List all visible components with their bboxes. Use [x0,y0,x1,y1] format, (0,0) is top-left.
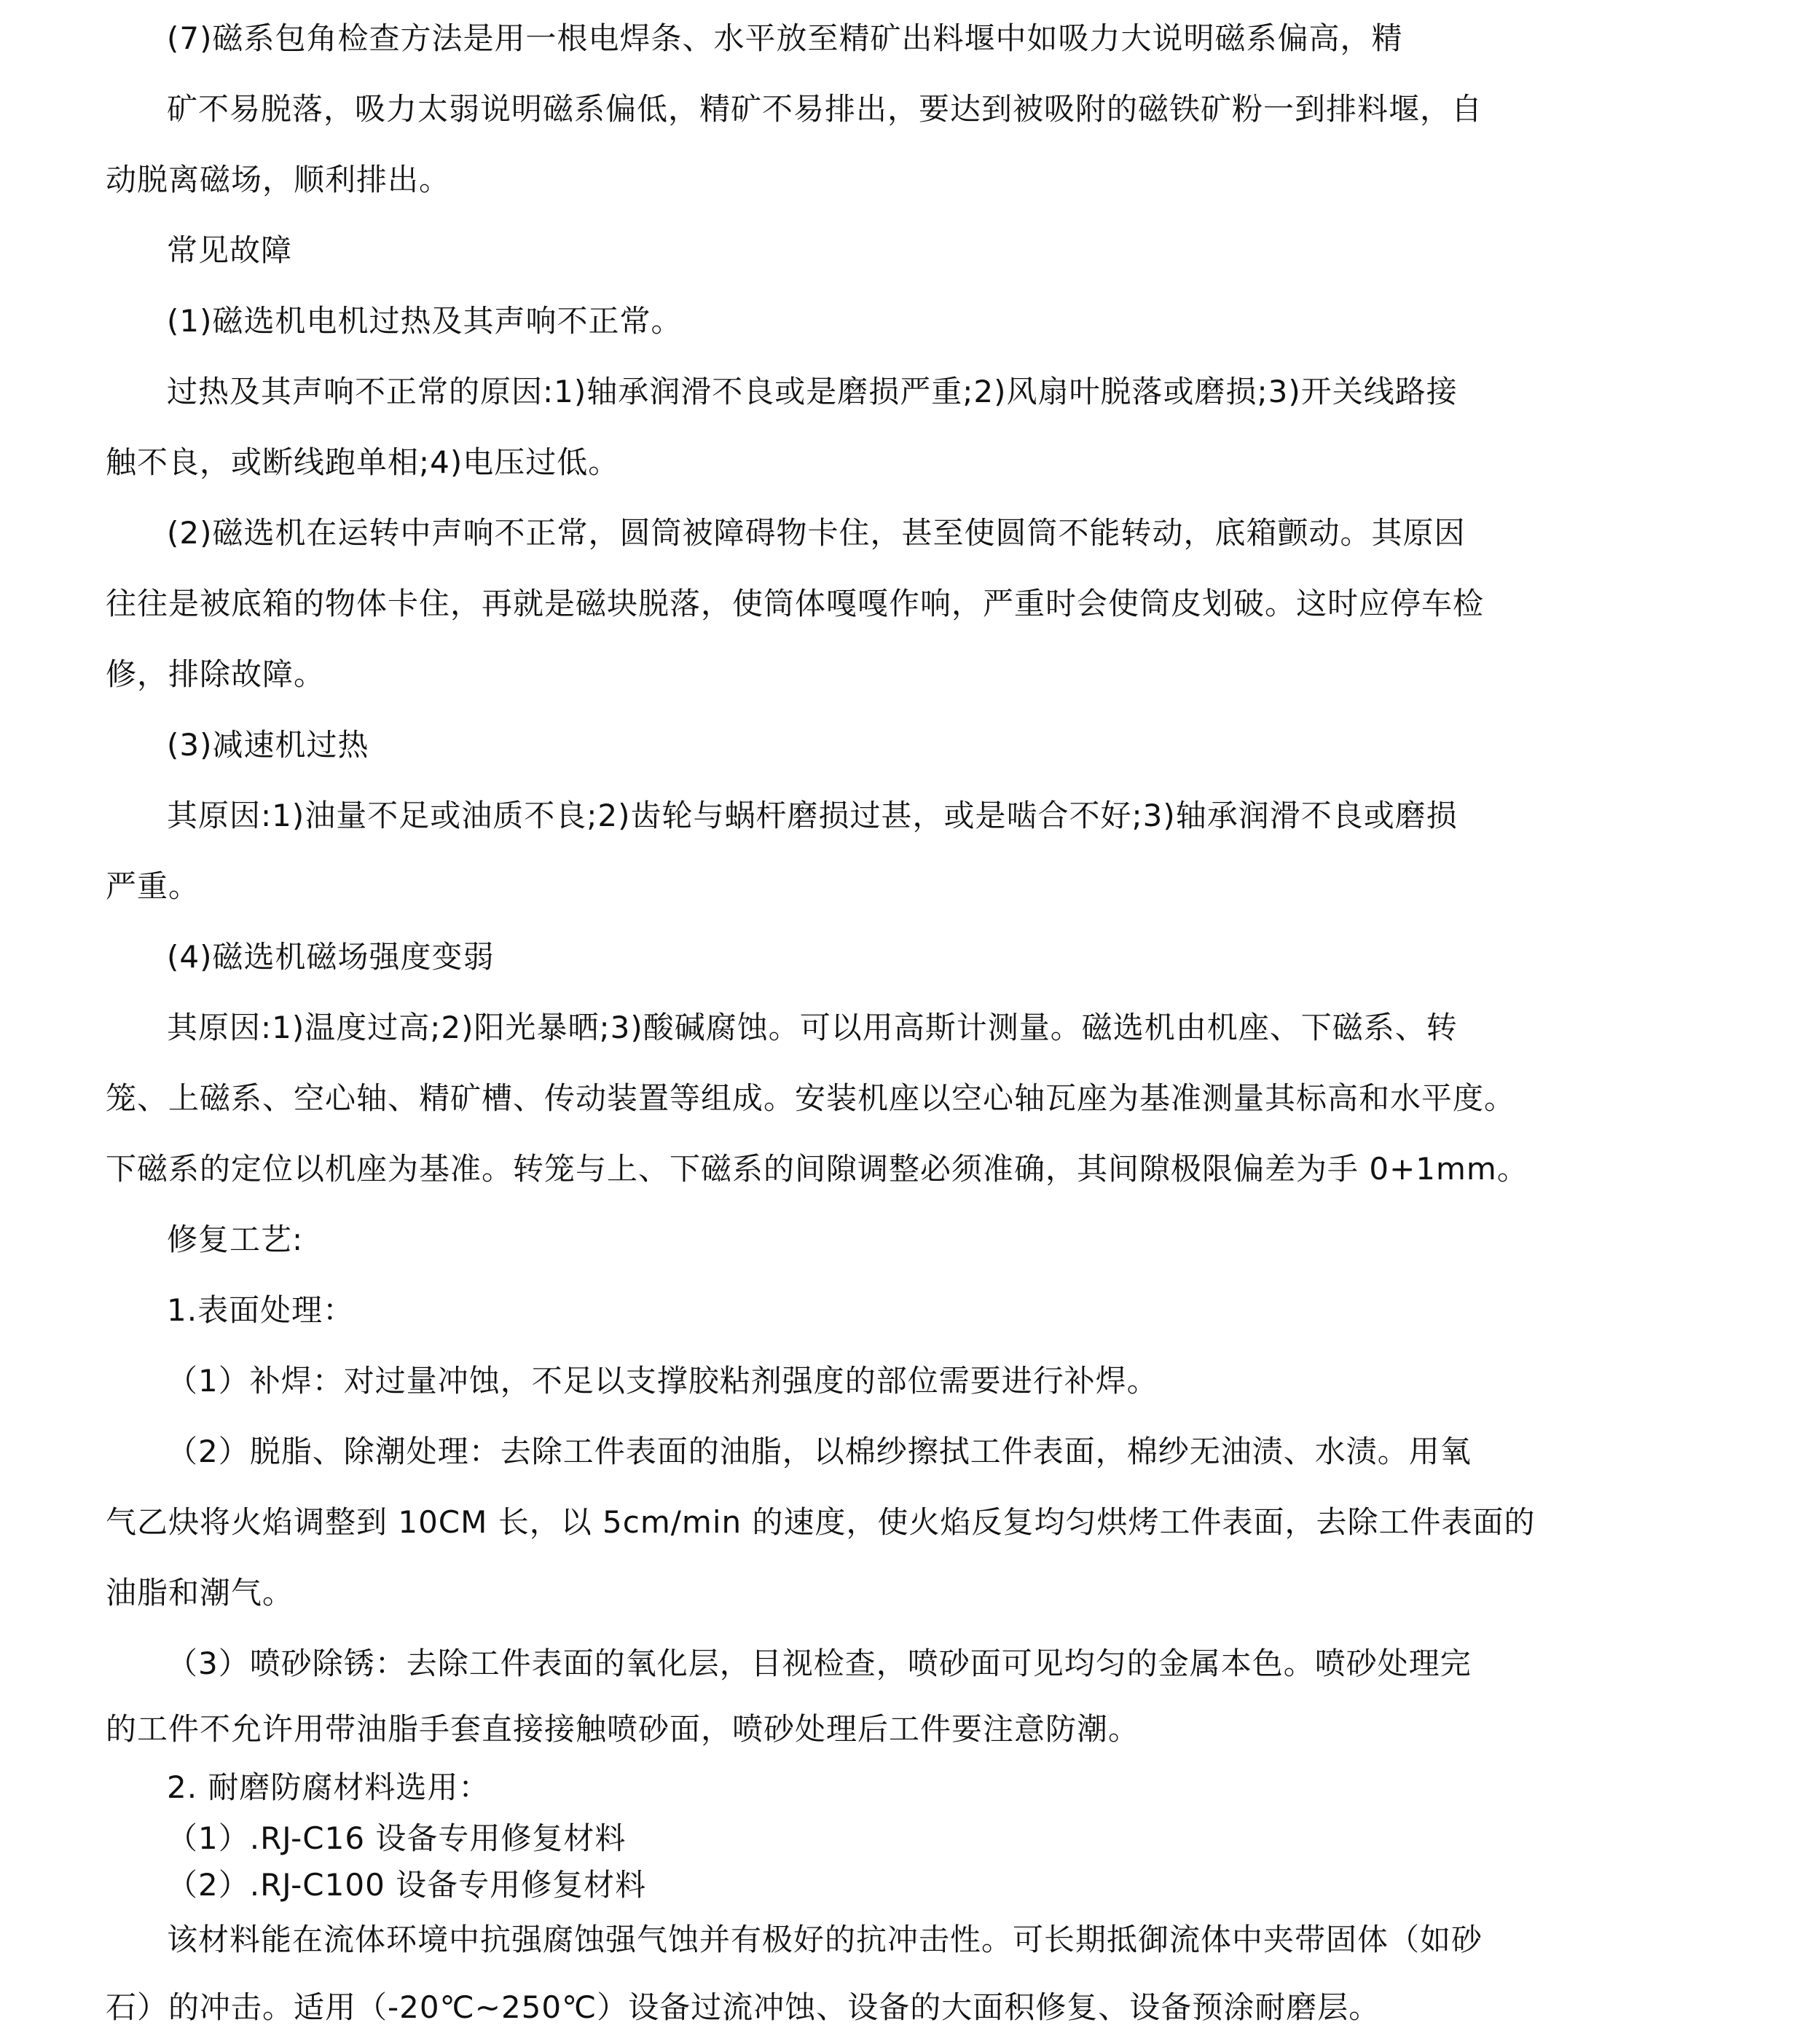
text-line: 1.表面处理： [167,1292,355,1328]
text-line: 过热及其声响不正常的原因:1)轴承润滑不良或是磨损严重;2)风扇叶脱落或磨损;3)开关线路接 [167,374,1458,409]
text-line: 矿不易脱落，吸力太弱说明磁系偏低，精矿不易排出，要达到被吸附的磁铁矿粉一到排料堰，自 [167,91,1483,127]
text-line: 笼、上磁系、空心轴、精矿槽、传动装置等组成。安装机座以空心轴瓦座为基准测量其标高和水平度。 [106,1080,1516,1116]
text-line: 2. 耐磨防腐材料选用： [167,1769,490,1805]
text-line: 其原因:1)温度过高;2)阳光暴晒;3)酸碱腐蚀。可以用高斯计测量。磁选机由机座、下磁系、转 [167,1010,1458,1045]
text-line: 的工件不允许用带油脂手套直接接触喷砂面，喷砂处理后工件要注意防潮。 [106,1711,1140,1747]
text-line: 往往是被底箱的物体卡住，再就是磁块脱落，使筒体嘎嘎作响，严重时会使筒皮划破。这时应停车检 [106,586,1485,621]
text-line: (1)磁选机电机过热及其声响不正常。 [167,303,683,339]
text-line: 油脂和潮气。 [106,1575,294,1611]
text-line: (4)磁选机磁场强度变弱 [167,939,495,975]
text-line: 触不良，或断线跑单相;4)电压过低。 [106,444,620,480]
text-line: （3）喷砂除锈：去除工件表面的氧化层，目视检查，喷砂面可见均匀的金属本色。喷砂处理完 [167,1646,1472,1681]
text-line: 下磁系的定位以机座为基准。转笼与上、下磁系的间隙调整必须准确，其间隙极限偏差为手 0+1mm。 [106,1151,1528,1187]
text-line: 严重。 [106,868,200,904]
text-line: 修复工艺: [167,1222,304,1257]
text-line: 修，排除故障。 [106,656,326,692]
text-line: (7)磁系包角检查方法是用一根电焊条、水平放至精矿出料堰中如吸力大说明磁系偏高，精 [167,20,1403,56]
text-line: 常见故障 [167,232,293,268]
text-line: （1）.RJ-C16 设备专用修复材料 [167,1820,627,1856]
text-line: (2)磁选机在运转中声响不正常，圆筒被障碍物卡住，甚至使圆筒不能转动，底箱颤动。其原因 [167,515,1466,551]
text-line: (3)减速机过热 [167,727,369,763]
text-line: （2）.RJ-C100 设备专用修复材料 [167,1867,647,1903]
text-line: 该材料能在流体环境中抗强腐蚀强气蚀并有极好的抗冲击性。可长期抵御流体中夹带固体（如砂 [167,1922,1483,1957]
text-line: （2）脱脂、除潮处理：去除工件表面的油脂，以棉纱擦拭工件表面，棉纱无油渍、水渍。用氧 [167,1434,1472,1469]
text-line: 动脱离磁场，顺利排出。 [106,162,451,197]
text-line: 其原因:1)油量不足或油质不良;2)齿轮与蜗杆磨损过甚，或是啮合不好;3)轴承润滑不良或磨损 [167,798,1458,833]
text-line: （1）补焊：对过量冲蚀，不足以支撑胶粘剂强度的部位需要进行补焊。 [167,1363,1158,1399]
text-line: 气乙炔将火焰调整到 10CM 长，以 5cm/min 的速度，使火焰反复均匀烘烤工件表面，去除工件表面的 [106,1504,1536,1540]
text-line: 石）的冲击。适用（-20℃~250℃）设备过流冲蚀、设备的大面积修复、设备预涂耐磨层。 [106,1989,1381,2025]
